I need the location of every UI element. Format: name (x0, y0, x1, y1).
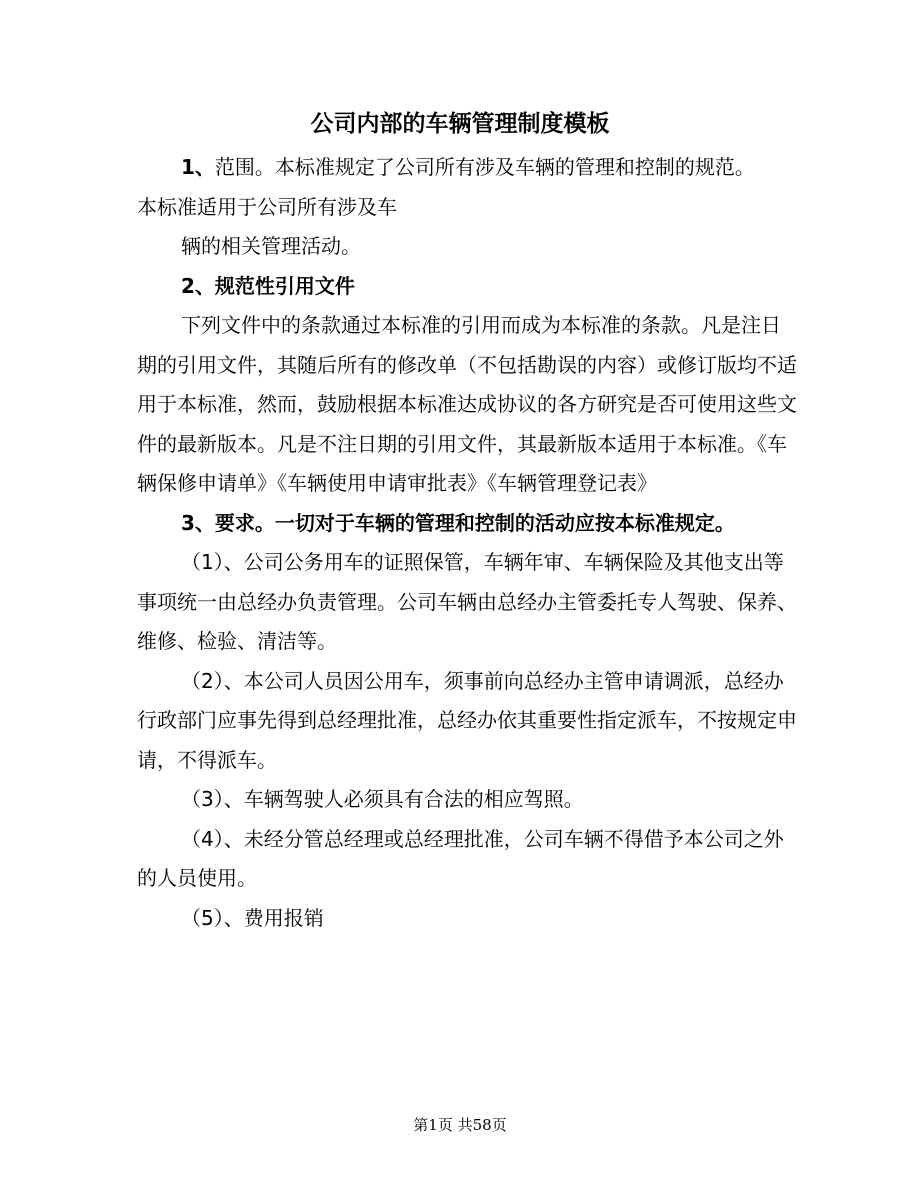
section-2-body: 下列文件中的条款通过本标准的引用而成为本标准的条款。凡是注日期的引用文件，其随后所有的修改单（不包括勘误的内容）或修订版均不适用于本标准，然而，鼓励根据本标准达成协议的各方研究是否可使用这些文件的最新版本。凡是不注日期的引用文件，其最新版本适用于本标准。《车辆保修申请单》《车辆使用申请审批表》《车辆管理登记表》 (137, 313, 797, 495)
page-footer: 第1页 共58页 (413, 1116, 507, 1134)
requirement-item-5: （5）、费用报销 (181, 905, 324, 930)
section-3-heading: 3、要求。一切对于车辆的管理和控制的活动应按本标准规定。 (181, 510, 735, 535)
section-1-number: 1、 (181, 155, 215, 179)
requirement-item-4: （4）、未经分管总经理或总经理批准，公司车辆不得借予本公司之外的人员使用。 (137, 826, 784, 890)
section-1-continuation-2: 辆的相关管理活动。 (181, 234, 361, 258)
section-1-continuation: 本标准适用于公司所有涉及车 (137, 194, 397, 219)
section-1-paragraph (137, 148, 797, 188)
section-2-heading: 2、规范性引用文件 (181, 273, 355, 298)
section-1-text: 范围。本标准规定了公司所有涉及车辆的管理和控制的规范。 (214, 155, 755, 179)
document-body (137, 148, 797, 938)
requirement-item-2: （2）、本公司人员因公用车，须事前向总经办主管申请调派，总经办行政部门应事先得到总经理批准，总经办依其重要性指定派车，不按规定申请，不得派车。 (137, 668, 797, 772)
requirement-item-3: （3）、车辆驾驶人必须具有合法的相应驾照。 (181, 787, 584, 811)
document-title: 公司内部的车辆管理制度模板 (310, 111, 610, 137)
requirement-item-1: （1）、公司公务用车的证照保管，车辆年审、车辆保险及其他支出等事项统一由总经办负责管理。公司车辆由总经办主管委托专人驾驶、保养、维修、检验、清洁等。 (137, 550, 797, 653)
